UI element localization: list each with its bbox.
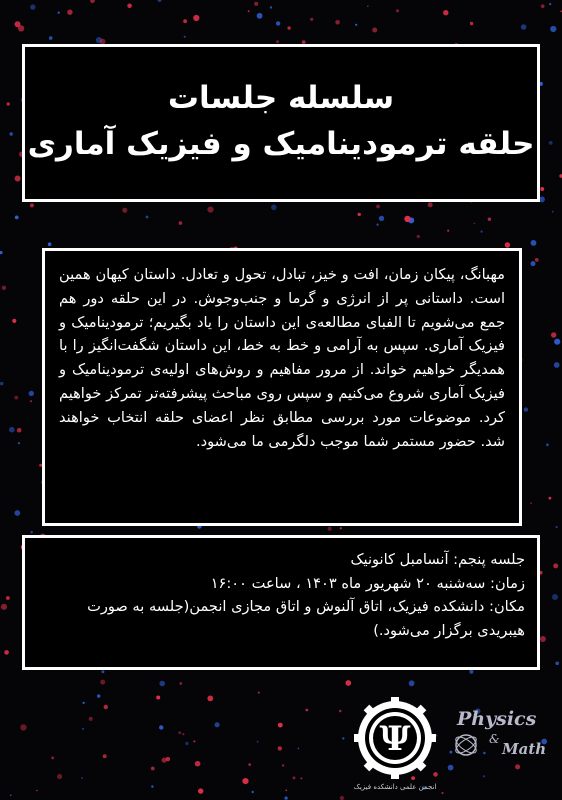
physics-math-logo: [453, 708, 546, 758]
session-place: مکان: دانشکده فیزیک، اتاق آلنوش و اتاق مجازی انجمن(جلسه به صورت هیبریدی برگزار می‌شود.): [87, 598, 525, 639]
description-panel: [42, 248, 522, 526]
circle-title: حلقه ترمودینامیک و فیزیک آماری: [27, 126, 535, 162]
physics-society-logo: [354, 697, 437, 791]
physics-wordmark: Physics: [457, 708, 537, 730]
math-wordmark: Math: [502, 740, 547, 758]
session-time: زمان: سه‌شنبه ۲۰ شهریور ماه ۱۴۰۳ ، ساعت ۱۶:۰۰: [210, 574, 525, 592]
series-title: سلسله جلسات: [167, 80, 395, 116]
logo-caption: انجمن علمی دانشکده فیزیک: [353, 783, 437, 791]
session-info-panel: [22, 535, 540, 670]
ampersand-text: &: [489, 732, 500, 746]
psi-icon: Ψ: [379, 719, 411, 759]
title-banner: [22, 44, 540, 202]
logo-strip: [0, 680, 562, 800]
description-text: مهبانگ، پیکان زمان، افت و خیز، تبادل، تحول و تعادل. داستان کیهان همین است. داستانی پر از انرژی و گرما و جنب‌وجوش. در این حلقه دور هم جمع می‌شویم تا الفبای مطالعه‌ی این داستان را یاد بگیریم؛ ترمودینامیک و فیزیک آماری. سپس به آرامی و خط به خط، این داستان شگفت‌انگیز را با همدیگر خواهیم خواند. از مرور مفاهیم و روش‌های اولیه‌ی ترمودینامیک و فیزیک آماری شروع می‌کنیم و سپس روی مباحث پیشرفته‌تر تمرکز خواهیم کرد. موضوعات مورد بررسی مطابق نظر اعضای حلقه انتخاب خواهند شد. حضور مستمر شما موجب دلگرمی ما می‌شود.: [59, 266, 505, 450]
session-title: جلسه پنجم: آنسامبل کانونیک: [350, 551, 525, 568]
